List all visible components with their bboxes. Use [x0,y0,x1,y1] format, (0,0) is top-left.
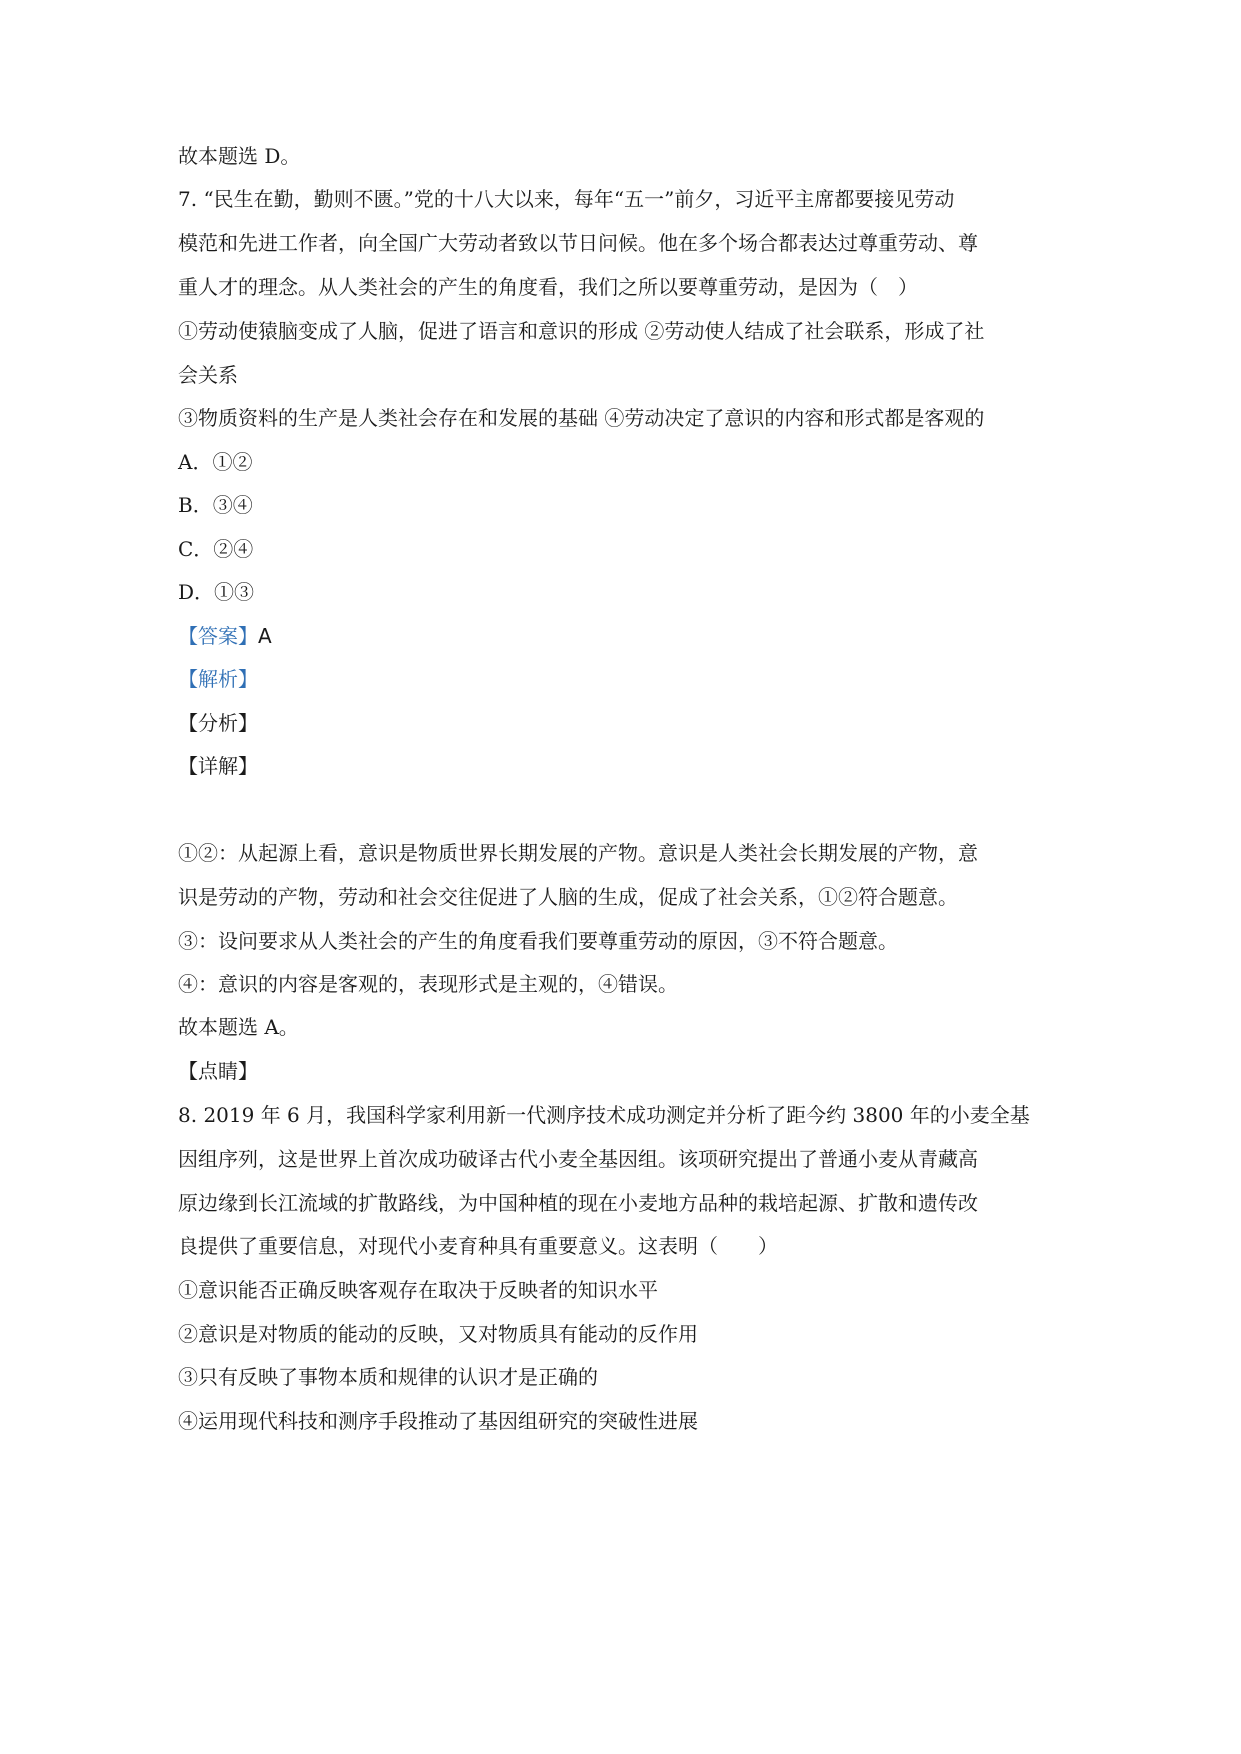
q7-statement-line: ①劳动使猿脑变成了人脑，促进了语言和意识的形成 ②劳动使人结成了社会联系，形成了社 [178,319,985,343]
detail-label: 【详解】 [178,754,258,778]
analysis-label: 【解析】 [178,667,258,691]
q8-stem-line: 8. 2019 年 6 月，我国科学家利用新一代测序技术成功测定并分析了距今约 3800 年的小麦全基 [178,1103,1030,1127]
q8-stem-line: 因组序列，这是世界上首次成功破译古代小麦全基因组。该项研究提出了普通小麦从青藏高 [178,1147,978,1171]
detail-line: ③：设问要求从人类社会的产生的角度看我们要尊重劳动的原因，③不符合题意。 [178,929,898,953]
q7-statement-line: ③物质资料的生产是人类社会存在和发展的基础 ④劳动决定了意识的内容和形式都是客观的 [178,406,985,430]
answer-value: A [258,624,272,648]
answer-row [178,622,1078,650]
fenxi-label: 【分析】 [178,711,258,735]
q8-statement: ①意识能否正确反映客观存在取决于反映者的知识水平 [178,1278,658,1302]
q8-stem-line: 良提供了重要信息，对现代小麦育种具有重要意义。这表明（ ） [178,1234,778,1258]
q7-option-d: D．①③ [178,580,255,604]
q8-statement: ④运用现代科技和测序手段推动了基因组研究的突破性进展 [178,1409,698,1433]
q7-option-c: C．②④ [178,537,254,561]
q8-stem-line: 原边缘到长江流域的扩散路线，为中国种植的现在小麦地方品种的栽培起源、扩散和遗传改 [178,1191,978,1215]
detail-line: ④：意识的内容是客观的，表现形式是主观的，④错误。 [178,972,678,996]
answer-label: 【答案】 [178,624,258,648]
q7-option-b: B．③④ [178,493,253,517]
q7-option-a: A．①② [178,450,253,474]
q7-statement-line: 会关系 [178,363,238,387]
detail-line: 识是劳动的产物，劳动和社会交往促进了人脑的生成，促成了社会关系，①②符合题意。 [178,885,958,909]
q7-stem-line: 重人才的理念。从人类社会的产生的角度看，我们之所以要尊重劳动，是因为（ ） [178,275,918,299]
previous-conclusion: 故本题选 D。 [178,144,301,168]
q7-stem-line: 7. “民生在勤，勤则不匮。”党的十八大以来，每年“五一”前夕，习近平主席都要接见劳动 [178,187,955,211]
dianjing-label: 【点睛】 [178,1059,258,1083]
detail-line: ①②：从起源上看，意识是物质世界长期发展的产物。意识是人类社会长期发展的产物，意 [178,841,978,865]
detail-conclusion: 故本题选 A。 [178,1015,299,1039]
q8-statement: ③只有反映了事物本质和规律的认识才是正确的 [178,1365,598,1389]
q8-statement: ②意识是对物质的能动的反映，又对物质具有能动的反作用 [178,1322,698,1346]
q7-stem-line: 模范和先进工作者，向全国广大劳动者致以节日问候。他在多个场合都表达过尊重劳动、尊 [178,231,978,255]
